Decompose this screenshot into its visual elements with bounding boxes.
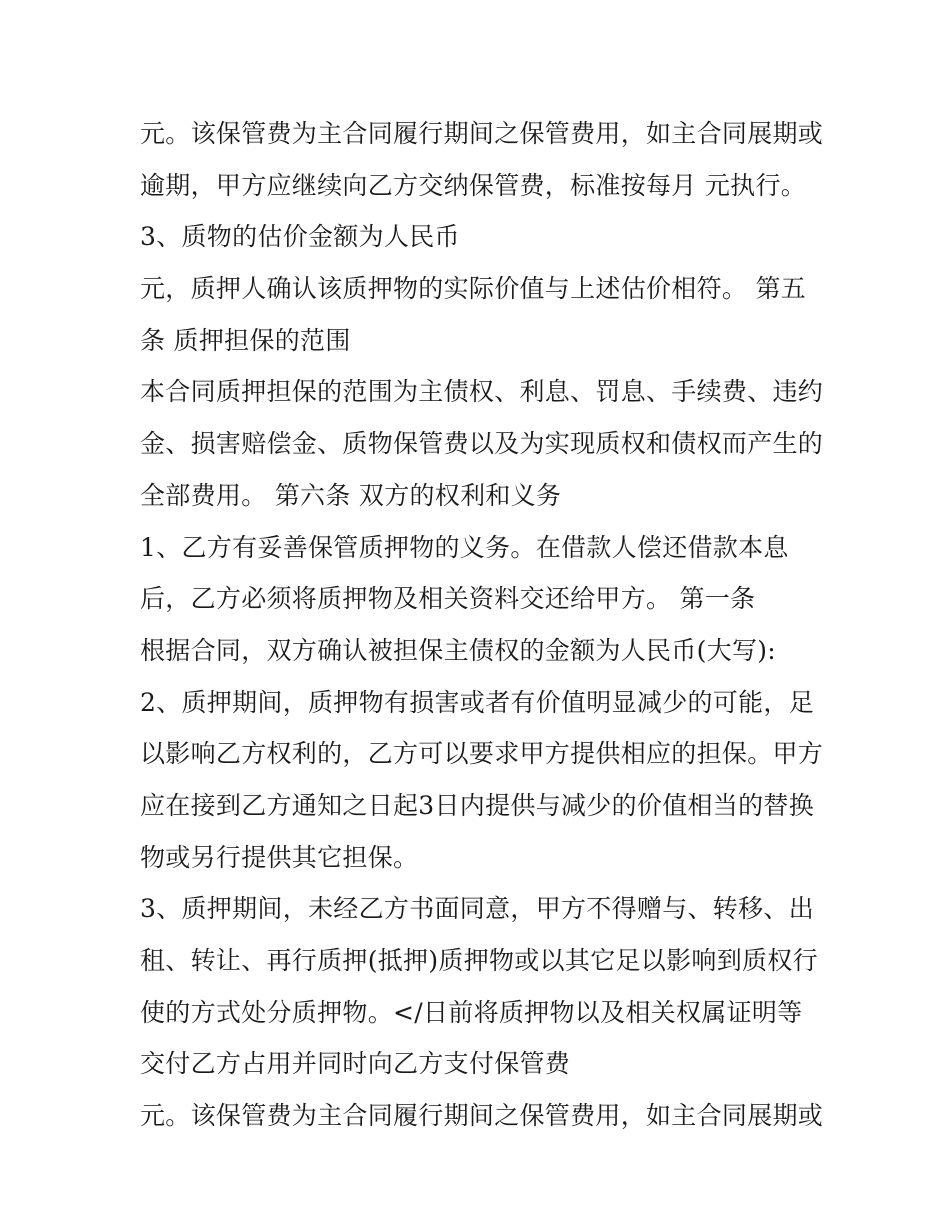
document-body xyxy=(140,108,824,1142)
text-line: 元。该保管费为主合同履行期间之保管费用，如主合同展期或 xyxy=(140,119,824,148)
text-line: 全部费用。 第六条 双方的权利和义务 xyxy=(140,480,562,510)
text-line: 本合同质押担保的范围为主债权、利息、罚息、手续费、违约 xyxy=(140,377,824,407)
text-line: 后，乙方必须将质押物及相关资料交还给甲方。 第一条 xyxy=(140,584,756,614)
text-line: 1、乙方有妥善保管质押物的义务。在借款人偿还借款本息 xyxy=(140,532,789,562)
text-line: 交付乙方占用并同时向乙方支付保管费 xyxy=(140,1049,571,1079)
text-line: 使的方式处分质押物。</日前将质押物以及相关权属证明等 xyxy=(140,997,803,1027)
text-line: 元，质押人确认该质押物的实际价值与上述估价相符。 第五 xyxy=(140,274,807,304)
text-line: 以影响乙方权利的，乙方可以要求甲方提供相应的担保。甲方 xyxy=(140,739,824,769)
section-heading-line: 条 质押担保的范围 xyxy=(140,325,351,355)
text-line: 金、损害赔偿金、质物保管费以及为实现质权和债权而产生的 xyxy=(140,429,824,459)
text-line: 逾期，甲方应继续向乙方交纳保管费，标准按每月 元执行。 xyxy=(140,170,807,200)
text-line: 根据合同，双方确认被担保主债权的金额为人民币(大写): xyxy=(140,635,777,665)
text-line: 2、质押期间，质押物有损害或者有价值明显减少的可能，足 xyxy=(140,687,815,717)
text-line: 3、质押期间，未经乙方书面同意，甲方不得赠与、转移、出 xyxy=(140,894,815,924)
text-line: 3、质物的估价金额为人民币 xyxy=(140,222,460,252)
text-line: 租、转让、再行质押(抵押)质押物或以其它足以影响到质权行 xyxy=(140,946,818,975)
text-line: 应在接到乙方通知之日起3日内提供与减少的价值相当的替换 xyxy=(140,790,815,820)
text-line: 物或另行提供其它担保。 xyxy=(140,842,419,872)
text-line: 元。该保管费为主合同履行期间之保管费用，如主合同展期或 xyxy=(140,1101,824,1131)
